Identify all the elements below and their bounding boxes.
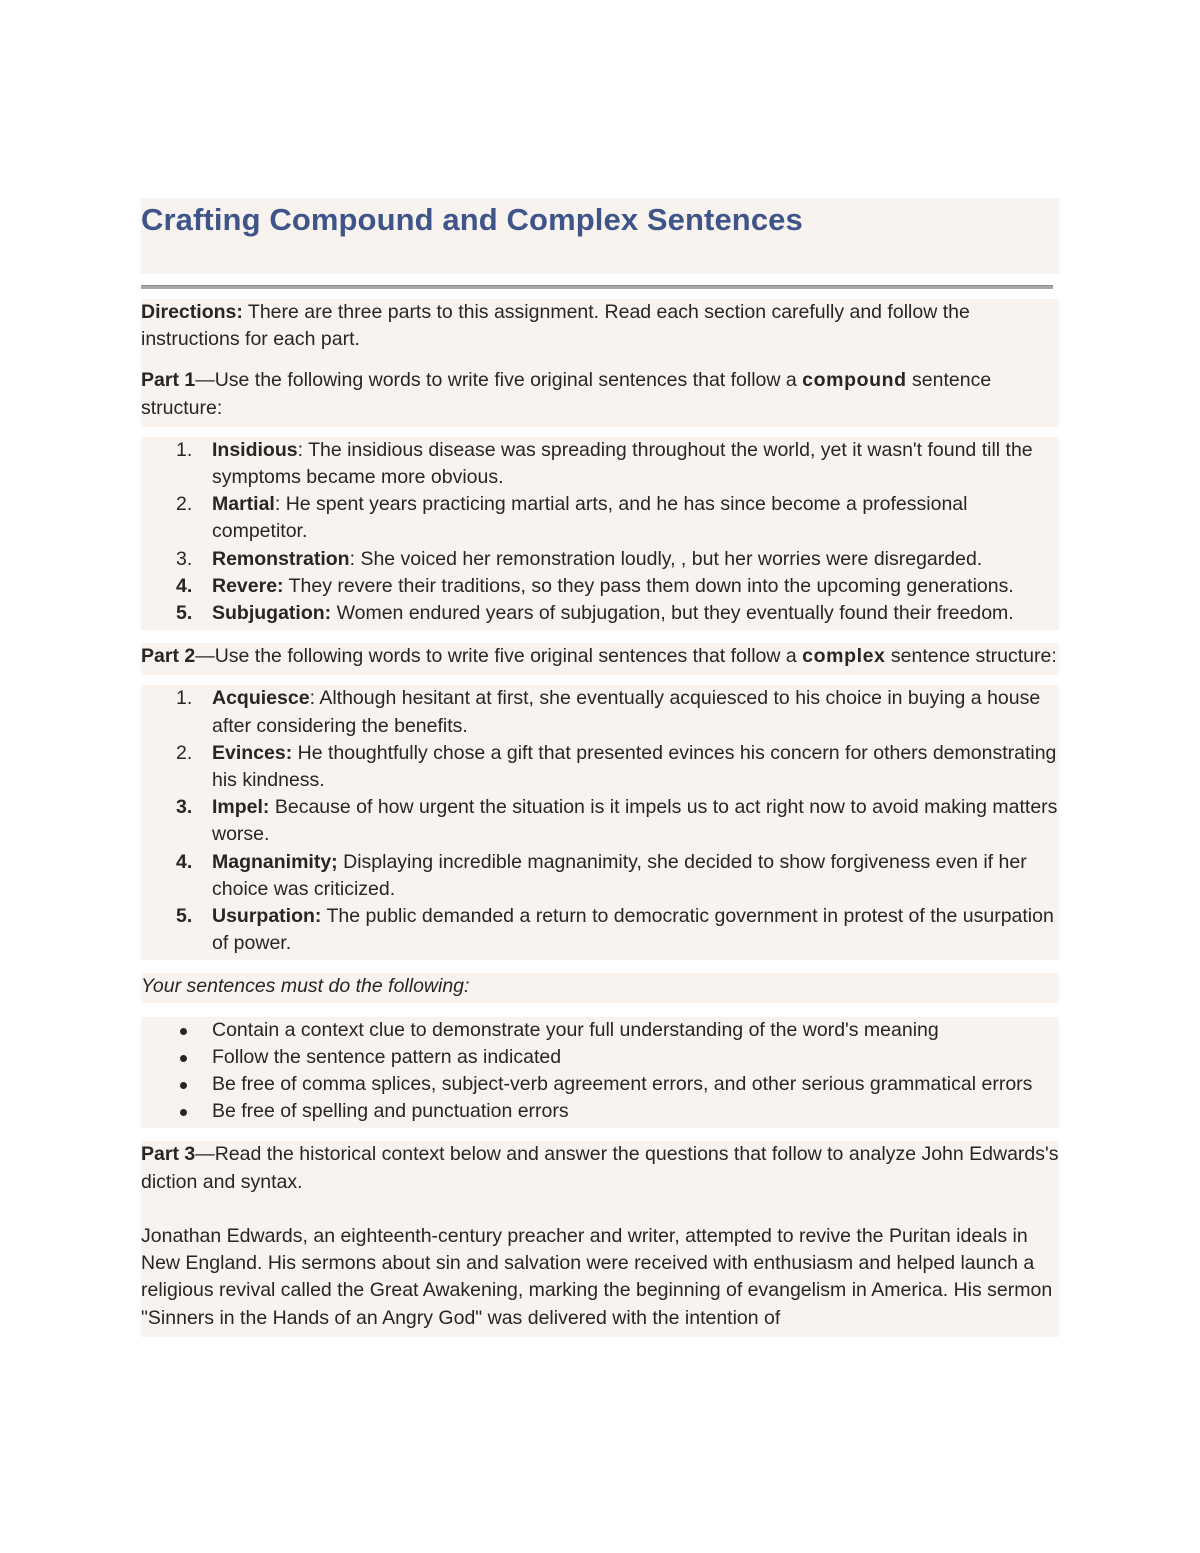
- list-number: 2.: [176, 741, 193, 764]
- spacer: [141, 1196, 1059, 1223]
- vocab-term: Impel:: [212, 796, 270, 819]
- part1-list: [141, 437, 1059, 630]
- vocab-term: Usurpation:: [212, 905, 322, 928]
- part1-intro: [141, 367, 1059, 421]
- part2-list: [141, 685, 1059, 960]
- directions-label: Directions:: [141, 301, 243, 323]
- list-item: [141, 491, 1059, 545]
- directions-block: [141, 299, 1059, 427]
- list-item: [141, 903, 1059, 957]
- sentence-text: They revere their traditions, so they pass them down into the upcoming generations.: [283, 574, 1014, 597]
- list-item: [141, 1098, 1059, 1125]
- requirements-heading: Your sentences must do the following:: [141, 975, 470, 998]
- list-number: 5.: [176, 602, 193, 625]
- sentence-text: The public demanded a return to democratic government in protest of the usurpation of power.: [212, 905, 1054, 955]
- list-item: [141, 1044, 1059, 1071]
- sentence-text: Women endured years of subjugation, but they eventually found their freedom.: [331, 602, 1014, 625]
- page-title: Crafting Compound and Complex Sentences: [141, 202, 803, 237]
- directions-paragraph: [141, 299, 1059, 353]
- vocab-term: Insidious: [212, 438, 298, 461]
- sentence-text: Displaying incredible magnanimity, she decided to show forgiveness even if her choice was criticized.: [212, 850, 1027, 900]
- part2-keyword: complex: [802, 645, 886, 668]
- sentence-text: Because of how urgent the situation is it impels us to act right now to avoid making matters worse.: [212, 796, 1058, 846]
- sentence-text: : Although hesitant at first, she eventually acquiesced to his choice in buying a house after considering the benefits.: [212, 687, 1041, 737]
- list-item: [141, 685, 1059, 739]
- part1-label: Part 1: [141, 369, 196, 392]
- horizontal-rule: [141, 285, 1053, 289]
- part2-intro: [141, 643, 1059, 670]
- requirements-list: [141, 1017, 1059, 1129]
- bullet-icon: [180, 1109, 187, 1116]
- list-number: 3.: [176, 796, 193, 819]
- vocab-term: Evinces:: [212, 741, 293, 764]
- part1-keyword: compound: [802, 369, 907, 392]
- part1-text-after: sentence structure:: [141, 369, 992, 419]
- requirements-heading-block: [141, 973, 1059, 1002]
- list-number: 4.: [176, 850, 193, 873]
- requirement-text: Be free of comma splices, subject-verb agreement errors, and other serious grammatical errors: [212, 1073, 1033, 1096]
- vocab-term: Acquiesce: [212, 687, 310, 710]
- vocab-term: Remonstration: [212, 547, 350, 570]
- vocab-term: Subjugation:: [212, 602, 332, 625]
- list-item: [141, 437, 1059, 491]
- sentence-text: : The insidious disease was spreading throughout the world, yet it wasn't found till the symptoms became more obvious.: [212, 438, 1033, 489]
- sentence-text: : She voiced her remonstration loudly, , but her worries were disregarded.: [349, 547, 983, 570]
- list-item: [141, 1017, 1059, 1044]
- part1-text: —Use the following words to write five original sentences that follow a: [195, 369, 803, 392]
- directions-text: There are three parts to this assignment. Read each section carefully and follow the instructions for each part.: [141, 301, 970, 351]
- bullet-icon: [180, 1055, 187, 1062]
- list-number: 4.: [176, 574, 193, 597]
- list-number: 3.: [176, 547, 193, 570]
- part2-text: —Use the following words to write five original sentences that follow a: [195, 645, 803, 668]
- list-number: 2.: [176, 493, 193, 516]
- list-number: 5.: [176, 905, 193, 928]
- list-item: [141, 740, 1059, 794]
- part3-block: [141, 1141, 1059, 1336]
- vocab-term: Revere:: [212, 574, 284, 597]
- list-number: 1.: [176, 438, 193, 461]
- title-block: [141, 198, 1059, 274]
- list-item: [141, 573, 1059, 600]
- part2-block: [141, 643, 1059, 675]
- list-item: [141, 600, 1059, 627]
- sentence-text: : He spent years practicing martial arts, and he has since become a professional competitor.: [212, 493, 968, 543]
- list-item: [141, 546, 1059, 573]
- sentence-text: He thoughtfully chose a gift that presented evinces his concern for others demonstrating his kindness.: [212, 741, 1057, 792]
- bullet-icon: [180, 1028, 187, 1035]
- requirement-text: Contain a context clue to demonstrate your full understanding of the word's meaning: [212, 1018, 939, 1041]
- part2-label: Part 2: [141, 645, 196, 668]
- part3-text: —Read the historical context below and answer the questions that follow to analyze John Edwards's diction and syntax.: [141, 1143, 1059, 1193]
- list-item: [141, 794, 1059, 848]
- list-item: [141, 849, 1059, 903]
- vocab-term: Martial: [212, 493, 275, 516]
- part3-intro: [141, 1141, 1059, 1195]
- requirement-text: Follow the sentence pattern as indicated: [212, 1045, 562, 1068]
- bullet-icon: [180, 1082, 187, 1089]
- vocab-term: Magnanimity;: [212, 850, 338, 873]
- part2-text-after: sentence structure:: [885, 645, 1057, 668]
- part3-label: Part 3: [141, 1143, 196, 1166]
- list-item: [141, 1071, 1059, 1098]
- requirement-text: Be free of spelling and punctuation errors: [212, 1100, 569, 1123]
- list-number: 1.: [176, 687, 193, 710]
- document-page: [141, 198, 1059, 1337]
- historical-context: Jonathan Edwards, an eighteenth-century preacher and writer, attempted to revive the Puritan ideals in New England. His sermons about sin and salvation were received with enthusiasm and helped launch a religious revival called the Great Awakening, marking the beginning of evangelism in America. His sermon "Sinners in the Hands of an Angry God" was delivered with the intention of: [141, 1224, 1053, 1329]
